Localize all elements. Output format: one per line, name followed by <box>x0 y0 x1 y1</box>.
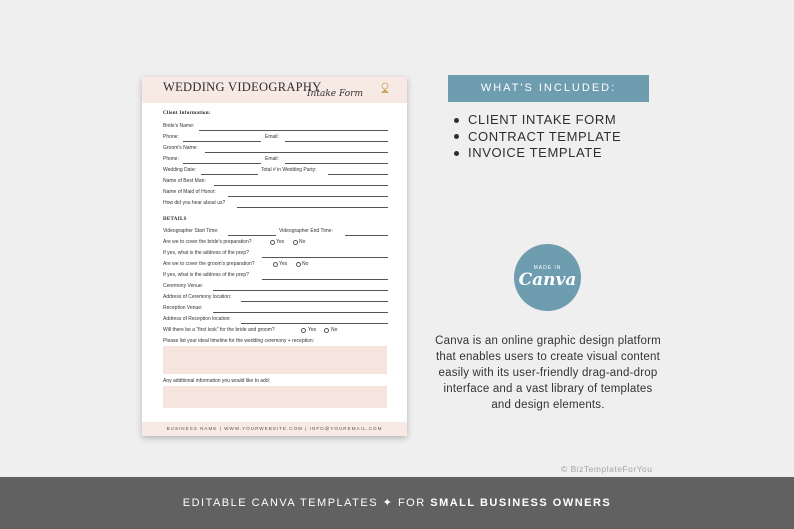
groom-email-field[interactable] <box>285 163 388 164</box>
bullet-icon <box>454 134 459 139</box>
list-item <box>452 129 621 146</box>
best-man-field[interactable] <box>214 185 388 186</box>
phone-label: Phone: <box>163 134 179 140</box>
yes-label: Yes <box>279 261 288 267</box>
included-item-label: CONTRACT TEMPLATE <box>468 128 622 144</box>
best-man-row <box>163 178 388 187</box>
brides-prep-label: Are we to cover the bride's preparation? <box>163 239 252 245</box>
details-heading: DETAILS <box>163 217 187 222</box>
included-item-label: INVOICE TEMPLATE <box>468 145 603 160</box>
no-label: No <box>299 239 306 245</box>
included-item-label: CLIENT INTAKE FORM <box>468 112 617 127</box>
brides-prep-address-row <box>163 250 388 259</box>
included-list <box>452 112 621 162</box>
first-look-label: Will there be a "first look" for the bride and groom? <box>163 327 275 333</box>
wedding-date-field[interactable] <box>201 174 258 175</box>
end-time-field[interactable] <box>345 235 388 236</box>
groom-contact-row <box>163 156 388 165</box>
grooms-prep-no-radio[interactable] <box>296 262 301 267</box>
no-label: No <box>331 327 338 333</box>
first-look-yes-radio[interactable] <box>301 328 306 333</box>
form-subtitle: Intake Form <box>307 89 363 99</box>
bride-phone-field[interactable] <box>183 141 261 142</box>
brides-prep-address-field[interactable] <box>262 257 388 258</box>
email-label: Email: <box>265 134 279 140</box>
hear-about-label: How did you hear about us? <box>163 200 226 206</box>
brides-name-row <box>163 123 388 132</box>
grooms-prep-row <box>163 261 388 270</box>
total-party-label: Total # in Wedding Party: <box>261 167 317 173</box>
reception-venue-field[interactable] <box>213 312 388 313</box>
ceremony-address-label: Address of Ceremony location: <box>163 294 232 300</box>
timeline-label: Please list your ideal timeline for the wedding ceremony + reception: <box>163 338 315 344</box>
no-label: No <box>302 261 309 267</box>
additional-textarea[interactable] <box>163 386 387 408</box>
start-time-label: Videographer Start Time: <box>163 228 219 234</box>
brides-prep-no-radio[interactable] <box>293 240 298 245</box>
reception-venue-row <box>163 305 388 314</box>
form-header <box>142 77 407 103</box>
maid-of-honor-field[interactable] <box>228 196 388 197</box>
time-row <box>163 228 388 237</box>
made-in-label: MADE IN <box>533 265 562 271</box>
groom-phone-field[interactable] <box>183 163 261 164</box>
footer-text: BUSINESS NAME | WWW.YOURWEBSITE.COM | INFO@YOUREMAIL.COM <box>166 426 383 431</box>
sparkle-icon: ✦ <box>382 497 394 509</box>
banner-part-for: FOR <box>397 497 426 509</box>
intake-form-preview <box>142 77 407 436</box>
grooms-prep-address-field[interactable] <box>262 279 388 280</box>
made-in-canva-badge <box>514 244 581 311</box>
brides-prep-row <box>163 239 388 248</box>
additional-label: Any additional information you would like to add: <box>163 378 271 384</box>
phone-label: Phone: <box>163 156 179 162</box>
bullet-icon <box>454 151 459 156</box>
grooms-prep-address-row <box>163 272 388 281</box>
wedding-date-label: Wedding Date: <box>163 167 196 173</box>
first-look-row <box>163 327 388 336</box>
form-footer <box>142 422 407 436</box>
hear-about-row <box>163 200 388 209</box>
ceremony-venue-label: Ceremony Venue: <box>163 283 204 289</box>
first-look-no-radio[interactable] <box>324 328 329 333</box>
banner-part-owners: SMALL BUSINESS OWNERS <box>430 497 612 509</box>
grooms-prep-yes-radio[interactable] <box>273 262 278 267</box>
brides-name-field[interactable] <box>199 130 388 131</box>
yes-label: Yes <box>308 327 317 333</box>
banner-text <box>0 496 794 509</box>
bottom-banner <box>0 477 794 529</box>
grooms-prep-label: Are we to cover the groom's preparation? <box>163 261 255 267</box>
ceremony-address-field[interactable] <box>241 301 388 302</box>
reception-address-row <box>163 316 388 325</box>
grooms-name-row <box>163 145 388 154</box>
timeline-textarea[interactable] <box>163 346 387 374</box>
start-time-field[interactable] <box>228 235 276 236</box>
banner-part-editable: EDITABLE CANVA TEMPLATES <box>182 497 379 509</box>
ceremony-venue-field[interactable] <box>213 290 388 291</box>
list-item <box>452 112 621 129</box>
reception-address-label: Address of Reception location: <box>163 316 231 322</box>
total-party-field[interactable] <box>328 174 388 175</box>
ceremony-venue-row <box>163 283 388 292</box>
end-time-label: Videographer End Time: <box>279 228 333 234</box>
bride-contact-row <box>163 134 388 143</box>
yes-label: Yes <box>276 239 285 245</box>
whats-included-heading: WHAT'S INCLUDED: <box>448 75 649 102</box>
client-info-heading: Client Information: <box>163 111 211 116</box>
grooms-name-label: Groom's Name: <box>163 145 198 151</box>
logo-icon <box>378 81 392 95</box>
reception-venue-label: Reception Venue: <box>163 305 203 311</box>
grooms-prep-address-label: If yes, what is the address of the prep? <box>163 272 249 278</box>
canva-description: Canva is an online graphic design platform that enables users to create visual content easily with its user-friendly drag-and-drop interface and a vast library of templates and design elements. <box>435 335 661 411</box>
brides-prep-address-label: If yes, what is the address of the prep? <box>163 250 249 256</box>
maid-of-honor-row <box>163 189 388 198</box>
ceremony-address-row <box>163 294 388 303</box>
canva-logo-text: Canva <box>518 270 577 290</box>
list-item <box>452 145 621 162</box>
brides-prep-yes-radio[interactable] <box>270 240 275 245</box>
brides-name-label: Bride's Name: <box>163 123 195 129</box>
copyright-credit: © BizTemplateForYou <box>561 464 653 474</box>
best-man-label: Name of Best Man: <box>163 178 206 184</box>
wedding-date-row <box>163 167 388 176</box>
hear-about-field[interactable] <box>237 207 388 208</box>
bride-email-field[interactable] <box>285 141 388 142</box>
grooms-name-field[interactable] <box>205 152 388 153</box>
email-label: Email: <box>265 156 279 162</box>
maid-of-honor-label: Name of Maid of Honor: <box>163 189 217 195</box>
form-title: WEDDING VIDEOGRAPHY <box>163 80 322 94</box>
reception-address-field[interactable] <box>241 323 388 324</box>
bullet-icon <box>454 118 459 123</box>
